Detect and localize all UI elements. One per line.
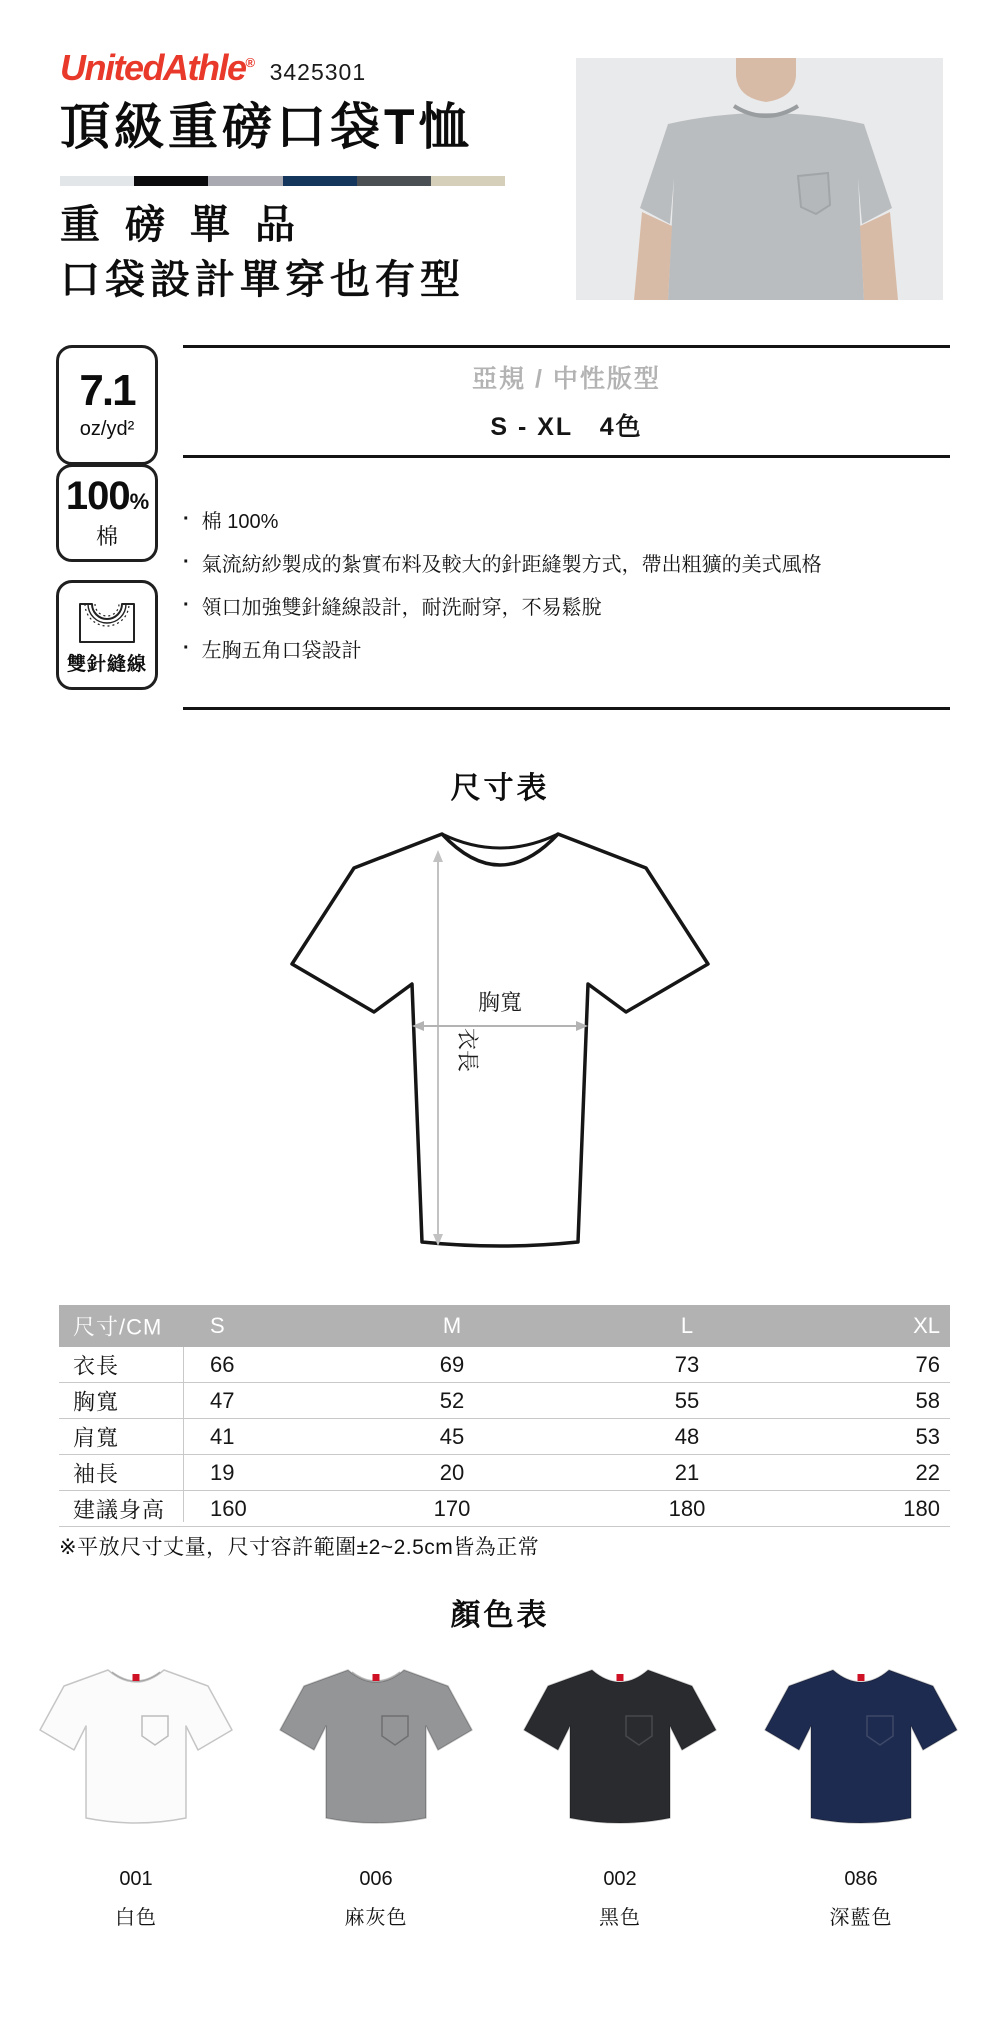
bullet-dot: · — [183, 594, 190, 616]
feature-text: 領口加強雙針縫線設計，耐洗耐穿，不易鬆脫 — [201, 597, 602, 619]
cotton-percent — [65, 473, 149, 518]
size-table — [59, 1305, 950, 1527]
cell-m: 170 — [433, 1495, 471, 1521]
header-m: M — [442, 1313, 462, 1338]
header — [60, 47, 367, 88]
tshirt-shape — [765, 1670, 957, 1823]
stitch-badge — [56, 580, 158, 690]
feature-text: 氣流紡紗製成的紮實布料及較大的針距縫製方式，帶出粗獷的美式風格 — [201, 554, 822, 576]
colorway-segment — [134, 176, 208, 186]
chest-width-label: 胸寬 — [477, 990, 523, 1015]
bullet-dot: · — [183, 551, 190, 573]
stitch-label: 雙針縫線 — [66, 653, 147, 675]
cotton-badge — [56, 464, 158, 562]
bullet-dot: · — [183, 508, 190, 530]
body-length-label: 衣長 — [455, 1027, 480, 1073]
cell-l: 73 — [674, 1351, 700, 1377]
table-row — [59, 1455, 950, 1491]
feature-text: 左胸五角口袋設計 — [201, 640, 362, 662]
percent-sign: % — [129, 488, 149, 514]
collar-tag — [133, 1674, 140, 1681]
header-l: L — [680, 1313, 694, 1338]
brand-logo — [60, 47, 254, 88]
subtitle-line-1: 重磅單品 — [60, 203, 320, 247]
color-swatch — [520, 1660, 720, 1930]
cell-xl: 76 — [915, 1351, 940, 1377]
brand-logo-text: UnitedAthle — [60, 47, 246, 88]
colorway-segment — [357, 176, 431, 186]
cell-l: 21 — [674, 1459, 700, 1485]
cell-m: 20 — [439, 1459, 465, 1485]
tshirt-outline-icon — [252, 810, 748, 1272]
feature-list — [183, 498, 973, 670]
size-range: S - XL 4色 — [490, 412, 643, 441]
color-name: 麻灰色 — [344, 1907, 408, 1929]
subtitle-line-2: 口袋設計單穿也有型 — [60, 258, 465, 302]
header-size-cm: 尺寸/CM — [73, 1314, 163, 1340]
size-diagram — [252, 810, 748, 1272]
feature-item — [183, 627, 973, 670]
cell-xl: 58 — [915, 1387, 940, 1413]
cell-s: 41 — [210, 1423, 235, 1449]
cell-xl: 22 — [915, 1459, 940, 1485]
row-label: 衣長 — [73, 1353, 120, 1378]
header-xl: XL — [913, 1313, 940, 1338]
table-row — [59, 1419, 950, 1455]
measurement-note: ※平放尺寸丈量，尺寸容許範圍±2~2.5cm皆為正常 — [59, 1536, 540, 1559]
cell-l: 55 — [674, 1387, 700, 1413]
divider-bottom — [183, 707, 950, 710]
collar-tag — [858, 1674, 865, 1681]
tshirt-shape — [280, 1670, 472, 1823]
product-title: 頂級重磅口袋T恤 — [60, 99, 473, 155]
fit-spec — [183, 348, 950, 453]
header-s: S — [210, 1313, 225, 1338]
colorway-segment — [431, 176, 505, 186]
weight-badge — [56, 345, 158, 465]
cell-m: 69 — [439, 1351, 465, 1377]
divider-middle — [183, 455, 950, 458]
product-photo — [576, 58, 943, 300]
feature-item — [183, 541, 973, 584]
row-label: 胸寬 — [73, 1389, 120, 1414]
tshirt-swatch-icon — [36, 1660, 236, 1845]
cotton-label: 棉 — [95, 523, 118, 549]
colorway-bar — [60, 176, 505, 186]
cell-xl: 180 — [903, 1495, 940, 1521]
bullet-dot: · — [183, 637, 190, 659]
table-column-divider — [183, 1347, 184, 1522]
color-code: 001 — [119, 1868, 153, 1890]
color-code: 002 — [603, 1868, 637, 1890]
registered-mark: ® — [245, 55, 254, 70]
chest-pocket — [798, 173, 830, 214]
table-row — [59, 1347, 950, 1383]
weight-unit: oz/yd² — [79, 418, 135, 440]
color-swatch — [761, 1660, 961, 1930]
collar-band-line — [442, 834, 558, 848]
cotton-percent-value: 100 — [65, 473, 130, 518]
color-name: 白色 — [115, 1907, 157, 1929]
color-swatch — [276, 1660, 476, 1930]
colorway-segment — [283, 176, 357, 186]
cell-xl: 53 — [915, 1423, 940, 1449]
model-photo-illustration — [576, 58, 943, 300]
tshirt-outline — [292, 834, 708, 1246]
collar-stitch-icon — [76, 599, 138, 645]
feature-item — [183, 498, 973, 541]
row-label: 肩寬 — [73, 1425, 120, 1450]
model-tshirt — [640, 113, 892, 300]
size-chart-heading: 尺寸表 — [450, 772, 550, 805]
color-code: 006 — [359, 1868, 393, 1890]
cell-s: 66 — [210, 1351, 235, 1377]
feature-text: 棉 100% — [201, 511, 279, 533]
color-chart-heading: 顏色表 — [450, 1599, 550, 1632]
fit-note: 亞規 / 中性版型 — [472, 364, 661, 393]
colorway-segment — [208, 176, 282, 186]
product-number: 3425301 — [269, 59, 367, 85]
color-name: 黑色 — [599, 1907, 641, 1929]
cell-m: 52 — [439, 1387, 465, 1413]
cell-m: 45 — [439, 1423, 465, 1449]
size-table-header — [59, 1305, 950, 1347]
collar-tag — [373, 1674, 380, 1681]
weight-value: 7.1 — [79, 366, 135, 415]
feature-item — [183, 584, 973, 627]
tshirt-swatch-icon — [276, 1660, 476, 1845]
cell-s: 160 — [210, 1495, 247, 1521]
color-name: 深藍色 — [829, 1907, 893, 1929]
cell-l: 48 — [674, 1423, 700, 1449]
cell-s: 19 — [210, 1459, 235, 1485]
table-row — [59, 1383, 950, 1419]
tshirt-swatch-icon — [520, 1660, 720, 1845]
tshirt-swatch-icon — [761, 1660, 961, 1845]
color-code: 086 — [844, 1868, 878, 1890]
tshirt-shape — [524, 1670, 716, 1823]
colorway-segment — [60, 176, 134, 186]
table-row — [59, 1491, 950, 1527]
cell-l: 180 — [668, 1495, 706, 1521]
row-label: 建議身高 — [73, 1497, 166, 1522]
row-label: 袖長 — [73, 1461, 120, 1486]
cell-s: 47 — [210, 1387, 235, 1413]
tshirt-shape — [40, 1670, 232, 1823]
color-swatch — [36, 1660, 236, 1930]
collar-tag — [617, 1674, 624, 1681]
